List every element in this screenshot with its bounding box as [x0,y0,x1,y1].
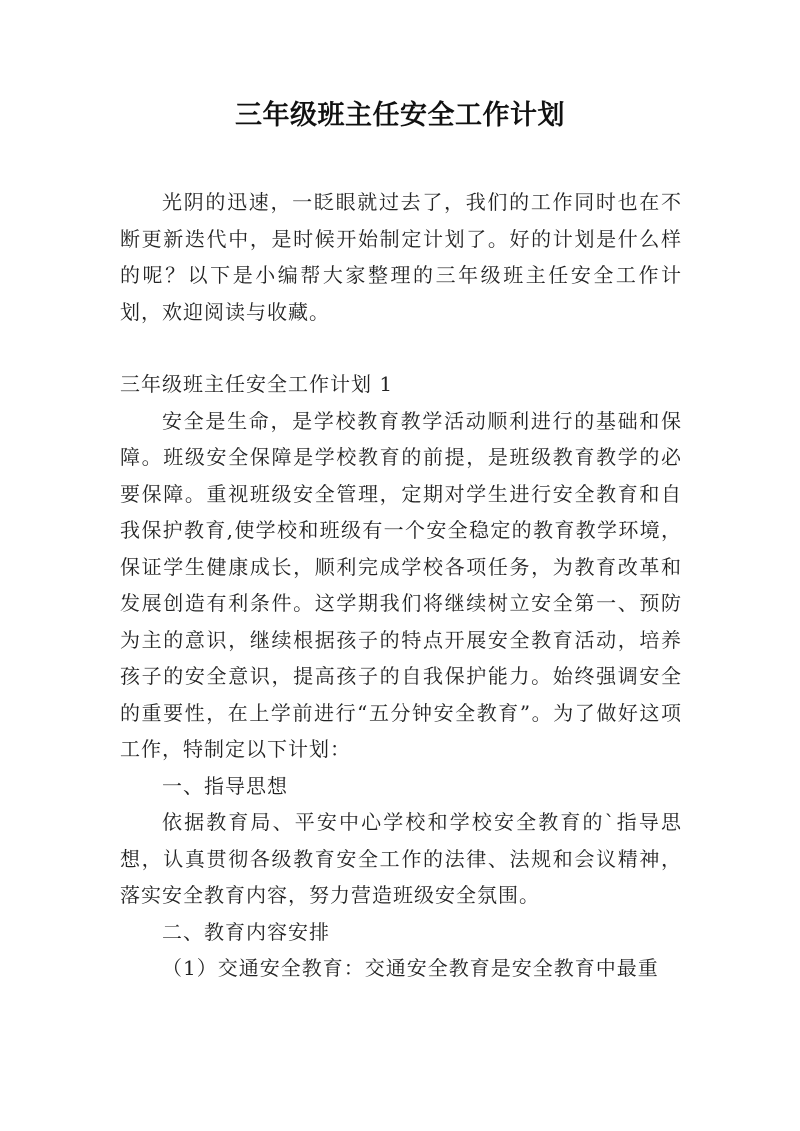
heading-guiding-ideology: 一、指导思想 [162,773,288,798]
paragraph-3: （1）交通安全教育：交通安全教育是安全教育中最重 [162,956,659,980]
intro-paragraph: 光阴的迅速，一眨眼就过去了，我们的工作同时也在不断更新迭代中，是时候开始制定计划了。好的计划是什么样的呢？以下是小编帮大家整理的三年级班主任安全工作计划，欢迎阅读与收藏。 [120,190,682,324]
heading-education-content: 二、教育内容安排 [162,919,330,944]
paragraph-2: 依据教育局、平安中心学校和学校安全教育的`指导思想，认真贯彻各级教育安全工作的法律、法规和会议精神，落实安全教育内容，努力营造班级安全氛围。 [120,810,682,907]
document-body [120,184,682,987]
paragraph-1: 安全是生命，是学校教育教学活动顺利进行的基础和保障。班级安全保障是学校教育的前提，是班级教育教学的必要保障。重视班级安全管理，定期对学生进行安全教育和自我保护教育,使学校和班级有一个安全稳定的教育教学环境，保证学生健康成长，顺利完成学校各项任务，为教育改革和发展创造有利条件。这学期我们将继续树立安全第一、预防为主的意识，继续根据孩子的特点开展安全教育活动，培养孩子的安全意识，提高孩子的自我保护能力。始终强调安全的重要性，在上学前进行“五分钟安全教育”。为了做好这项工作，特制定以下计划： [120,408,682,761]
document-title: 三年级班主任安全工作计划 [235,100,565,131]
section-title: 三年级班主任安全工作计划 1 [120,372,394,396]
